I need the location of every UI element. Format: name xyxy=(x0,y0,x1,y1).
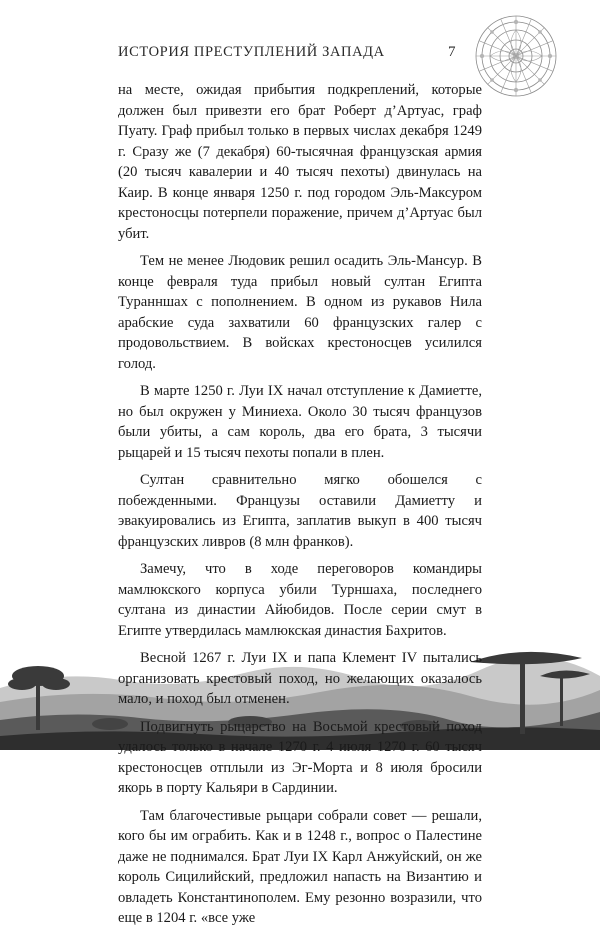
running-title: ИСТОРИЯ ПРЕСТУПЛЕНИЙ ЗАПАДА xyxy=(118,44,385,60)
page-number: 7 xyxy=(448,44,456,60)
paragraph: Замечу, что в ходе переговоров командиры мамлюкского корпуса убили Турншаха, последнего султана из династии Айюбидов. После серии смут в Египте утвердилась мамлюкская династия Бахритов. xyxy=(118,561,482,639)
paragraph: Весной 1267 г. Луи IX и папа Клемент IV пытались организовать крестовый поход, но желающих оказалось мало, и поход был отменен. xyxy=(118,650,482,707)
body-text xyxy=(118,80,482,936)
paragraph: Там благочестивые рыцари собрали совет — решали, кого бы им ограбить. Как и в 1248 г., вопрос о Палестине даже не поднимался. Брат Луи IX Карл Анжуйский, он же король Сицилийский, предложил напасть на Византию и овладеть Константинополем. Ему резонно возразили, что еще в 1204 г. «все уже xyxy=(118,807,482,926)
paragraph: Султан сравнительно мягко обошелся с побежденными. Французы оставили Дамиетту и эвакуировались из Египта, заплатив выкуп в 400 тысяч французских ливров (8 млн франков). xyxy=(118,472,482,550)
paragraph: Тем не менее Людовик решил осадить Эль-Мансур. В конце февраля туда прибыл новый султан Египта Туранншах с пополнением. В одном из рукавов Нила арабские суда захватили 60 французских галер с продовольствием. В войсках крестоносцев усилился голод. xyxy=(118,253,482,372)
circular-ornament-icon xyxy=(474,14,558,98)
paragraph: на месте, ожидая прибытия подкреплений, которые должен был привезти его брат Роберт д’Артуас, граф Пуату. Граф прибыл только в первых числах декабря 1249 г. Сразу же (7 декабря) 60-тысячная французская армия (20 тысяч кавалерии и 40 тысяч пехоты) двинулась на Каир. В конце января 1250 г. под городом Эль-Максуром крестоносцы потерпели поражение, причем д’Артуас был убит. xyxy=(118,82,482,242)
paragraph: Подвигнуть рыцарство на Восьмой крестовый поход удалось только в начале 1270 г. 4 июля 1270 г. 60 тысяч крестоносцев отплыли из Эг-Морта и 8 июля бросили якорь в порту Кальяри в Сардинии. xyxy=(118,718,482,796)
paragraph: В марте 1250 г. Луи IX начал отступление к Дамиетте, но был окружен у Миниеха. Около 30 тысяч французов были убиты, а сам король, два его брата, 3 тысячи рыцарей и 15 тысяч пехоты попали в плен. xyxy=(118,383,482,461)
